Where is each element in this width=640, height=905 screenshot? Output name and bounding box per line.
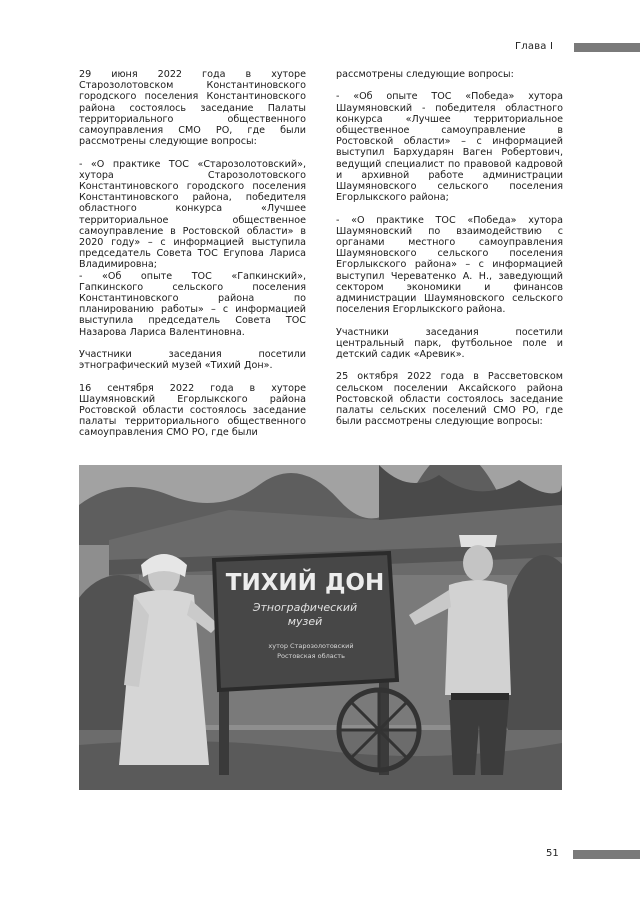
- paragraph: Участники заседания посетили этнографический музей «Тихий Дон».: [79, 349, 306, 372]
- sign-subtitle: Этнографический: [252, 601, 358, 614]
- paragraph: 29 июня 2022 года в хуторе Старозолотовском Константиновского городского поселения Константиновского района состоялось заседание Палаты территориального общественного самоуправления СМО РО, где были рассмотрены следующие вопросы:: [79, 69, 306, 148]
- sign-small-text: хутор Старозолотовский: [268, 642, 354, 650]
- chapter-title: Глава I: [515, 41, 554, 52]
- header-decorative-bar: [574, 43, 640, 52]
- sign-title: ТИХИЙ ДОН: [225, 570, 385, 596]
- paragraph: рассмотрены следующие вопросы:: [336, 69, 514, 80]
- right-text-column: [336, 69, 563, 439]
- paragraph: - «Об опыте ТОС «Гапкинский», Гапкинского сельского поселения Константиновского района по планированию работы» – с информацией выступила председатель Совета ТОС Назарова Лариса Валентиновна.: [79, 270, 306, 338]
- paragraph: 25 октября 2022 года в Рассветовском сельском поселении Аксайского района Ростовской области состоялось заседание палаты сельских поселений СМО РО, где были рассмотрены следующие вопросы:: [336, 371, 563, 428]
- footer-decorative-bar: [573, 850, 640, 859]
- sign-subtitle: музей: [287, 615, 323, 628]
- paragraph: - «О практике ТОС «Старозолотовский», хутора Старозолотовского Константиновского городского поселения Константиновского района, победителя областного конкурса «Лучшее территориальное общественное самоуправление в Ростовской области» в 2020 году» – с информацией выступила председатель Совета ТОС Егупова Лариса Владимировна;: [79, 158, 306, 271]
- paragraph: Участники заседания посетили центральный парк, футбольное поле и детский садик «Аревик».: [336, 326, 563, 361]
- page-number: 51: [546, 848, 559, 859]
- left-text-column: [79, 69, 306, 450]
- paragraph: 16 сентября 2022 года в хуторе Шаумяновский Егорлыкского района Ростовской области состоялось заседание палаты территориального общественного самоуправления СМО РО, где были: [79, 382, 306, 439]
- paragraph: - «Об опыте ТОС «Победа» хутора Шаумяновский - победителя областного конкурса «Лучшее территориальное общественное самоуправление в Ростовской области» – с информацией выступил Бархударян Ваген Робертович, ведущий специалист по правовой кадровой и архивной работе администрации Шаумяновского сельского поселения Егорлыкского района;: [336, 91, 563, 204]
- museum-photo: [79, 465, 562, 790]
- paragraph: - «О практике ТОС «Победа» хутора Шаумяновский по взаимодействию с органами местного самоуправления Шаумяновского сельского поселения Егорлыкского района» – с информацией выступил Череватенко А. Н., заведующий сектором экономики и финансов администрации Шаумяновского сельского поселения Егорлыкского района.: [336, 214, 563, 316]
- sign-small-text: Ростовская область: [277, 652, 345, 660]
- photo-illustration: [79, 465, 562, 790]
